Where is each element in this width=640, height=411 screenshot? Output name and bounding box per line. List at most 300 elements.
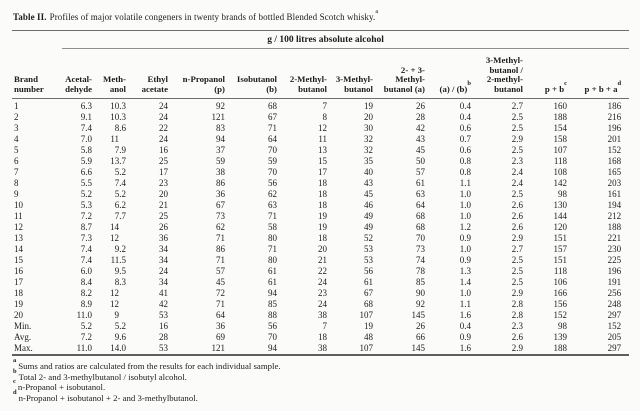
value-cell: 12 [110, 233, 119, 244]
footnote-marker: a [13, 357, 17, 365]
value-cell: 1.1 [459, 178, 471, 189]
value-cell: 38 [318, 310, 327, 321]
value-cell: 2.5 [511, 189, 523, 200]
row-label-cell: 11 [14, 211, 23, 222]
value-cell: 59 [216, 156, 225, 167]
value-cell: 196 [607, 123, 622, 134]
value-cell: 25 [159, 211, 168, 222]
value-cell: 107 [359, 310, 373, 321]
value-cell: 24 [159, 134, 168, 145]
value-cell: 26 [416, 321, 425, 332]
brand-row [12, 222, 629, 233]
value-cell: 73 [216, 211, 225, 222]
value-cell: 32 [364, 134, 373, 145]
value-cell: 7.4 [80, 255, 92, 266]
value-cell: 34 [159, 244, 168, 255]
value-cell: 56 [268, 178, 277, 189]
value-cell: 34 [159, 277, 168, 288]
row-label-cell: 5 [14, 145, 19, 156]
value-cell: 68 [416, 211, 425, 222]
value-cell: 2.9 [479, 343, 531, 355]
value-cell: 230 [607, 244, 622, 255]
brand-row [12, 255, 629, 266]
value-cell: 34 [159, 255, 168, 266]
brand-row [12, 145, 629, 156]
value-cell: 86 [216, 244, 225, 255]
value-cell: 49 [364, 222, 373, 233]
value-cell: 5.2 [114, 167, 126, 178]
value-cell: 53 [159, 310, 168, 321]
value-cell: 53 [364, 255, 373, 266]
brand-row [12, 189, 629, 200]
value-cell: 98 [558, 189, 567, 200]
brand-row [12, 244, 629, 255]
value-cell: 12 [110, 288, 119, 299]
value-cell: 1.4 [459, 277, 471, 288]
value-cell: 1.0 [459, 189, 471, 200]
row-label-cell: 7 [14, 167, 19, 178]
row-label-cell: 19 [14, 299, 23, 310]
value-cell: 71 [216, 255, 225, 266]
value-cell: 56 [364, 266, 373, 277]
value-cell: 7 [322, 101, 327, 112]
footnote: $^d$n-Propanol + isobutanol + 2- and 3-methylbutanol. [13, 388, 198, 403]
value-cell: 161 [607, 189, 622, 200]
value-cell: 165 [607, 167, 622, 178]
value-cell: 1.3 [459, 266, 471, 277]
value-cell: 7.3 [80, 233, 92, 244]
value-cell: 21 [318, 255, 327, 266]
value-cell: 145 [381, 343, 433, 355]
value-cell: 63 [268, 200, 277, 211]
value-cell: 92 [416, 299, 425, 310]
units-span-header: g / 100 litres absolute alcohol [62, 31, 629, 49]
value-cell: 42 [159, 299, 168, 310]
value-cell: 18 [318, 332, 327, 343]
value-cell: 7.0 [80, 134, 92, 145]
value-cell: 2.9 [511, 134, 523, 145]
value-cell: 168 [607, 156, 622, 167]
value-cell: 63 [416, 189, 425, 200]
value-cell: 67 [216, 200, 225, 211]
brand-row [12, 310, 629, 321]
table-caption-text: Profiles of major volatile congeners in twenty brands of bottled Blended Scotch whisky. [49, 12, 376, 22]
column-header: 3-Methyl- butanol / 2-methyl- butanol [479, 49, 531, 99]
span-header-row [12, 31, 629, 49]
value-cell: 25 [159, 156, 168, 167]
summary-row [12, 321, 629, 332]
value-cell: 7.2 [80, 332, 92, 343]
column-header: $p + b^c$ [531, 49, 575, 99]
summary-row [12, 343, 629, 355]
value-cell: 203 [607, 178, 622, 189]
value-cell: 59 [268, 156, 277, 167]
value-cell: 62 [268, 189, 277, 200]
column-header: Meth- anol [100, 49, 134, 99]
value-cell: 5.2 [80, 189, 92, 200]
row-label-cell: 2 [14, 112, 19, 123]
value-cell: 216 [607, 112, 622, 123]
value-cell: 1.0 [459, 211, 471, 222]
row-label-cell: 12 [14, 222, 23, 233]
value-cell: 38 [216, 167, 225, 178]
value-cell: 7.9 [114, 145, 126, 156]
value-cell: 2.9 [511, 288, 523, 299]
value-cell: 118 [553, 156, 567, 167]
value-cell: 37 [216, 145, 225, 156]
value-cell: 8.7 [80, 222, 92, 233]
value-cell: 6.2 [114, 200, 126, 211]
value-cell: 2.5 [511, 145, 523, 156]
footnote-marker: d [13, 388, 17, 396]
value-cell: 11.5 [110, 255, 126, 266]
column-header: Ethyl acetate [134, 49, 176, 99]
row-label-cell: 20 [14, 310, 23, 321]
value-cell: 2.5 [511, 255, 523, 266]
value-cell: 70 [268, 167, 277, 178]
value-cell: 70 [268, 332, 277, 343]
value-cell: 18 [318, 178, 327, 189]
value-cell: 9.5 [114, 266, 126, 277]
value-cell: 0.8 [459, 167, 471, 178]
value-cell: 8.6 [114, 123, 126, 134]
value-cell: 5.9 [80, 156, 92, 167]
value-cell: 30 [364, 123, 373, 134]
value-cell: 9.1 [80, 112, 92, 123]
value-cell: 41 [159, 288, 168, 299]
row-label-cell: 6 [14, 156, 19, 167]
value-cell: 256 [607, 288, 622, 299]
value-cell: 16 [159, 321, 168, 332]
row-label-cell: 3 [14, 123, 19, 134]
value-cell: 0.9 [459, 332, 471, 343]
value-cell: 15 [318, 156, 327, 167]
value-cell: 156 [553, 299, 567, 310]
value-cell: 50 [416, 156, 425, 167]
value-cell: 7.7 [114, 211, 126, 222]
value-cell: 106 [553, 277, 567, 288]
value-cell: 9 [114, 310, 119, 321]
footnote: $^a$Sums and ratios are calculated from the results for each individual sample. [13, 357, 281, 372]
value-cell: 24 [159, 112, 168, 123]
value-cell: 0.9 [459, 255, 471, 266]
value-cell: 2.3 [511, 156, 523, 167]
value-cell: 17 [159, 167, 168, 178]
value-cell: 2.5 [511, 266, 523, 277]
brand-row [12, 233, 629, 244]
value-cell: 94 [233, 343, 285, 355]
value-cell: 8 [322, 112, 327, 123]
value-cell: 88 [268, 310, 277, 321]
column-header: $p + b + a^d$ [575, 49, 629, 99]
value-cell: 12 [110, 299, 119, 310]
value-cell: 19 [318, 222, 327, 233]
value-cell: 160 [553, 101, 567, 112]
value-cell: 194 [607, 200, 622, 211]
row-label-cell: 10 [14, 200, 23, 211]
table-body [12, 99, 629, 356]
value-cell: 2.5 [511, 277, 523, 288]
value-cell: 52 [364, 233, 373, 244]
value-cell: 5.5 [80, 178, 92, 189]
footnote-marker: c [13, 378, 16, 386]
brand-row [12, 299, 629, 310]
value-cell: 205 [607, 332, 622, 343]
row-label-cell: Avg. [14, 332, 32, 343]
value-cell: 24 [159, 266, 168, 277]
value-cell: 152 [607, 145, 622, 156]
value-cell: 85 [268, 299, 277, 310]
summary-row [12, 332, 629, 343]
value-cell: 68 [416, 222, 425, 233]
value-cell: 2.4 [511, 178, 523, 189]
value-cell: 85 [416, 277, 425, 288]
value-cell: 201 [607, 134, 622, 145]
value-cell: 7.4 [114, 178, 126, 189]
value-cell: 139 [553, 332, 567, 343]
value-cell: 142 [553, 178, 567, 189]
value-cell: 20 [159, 189, 168, 200]
value-cell: 19 [364, 321, 373, 332]
value-cell: 7.4 [80, 244, 92, 255]
footnote: $^b$Total 2- and 3-methylbutanol / isobutyl alcohol. [13, 367, 187, 382]
value-cell: 188 [607, 222, 622, 233]
value-cell: 2.4 [511, 167, 523, 178]
value-cell: 32 [364, 145, 373, 156]
value-cell: 1.6 [459, 310, 471, 321]
footnote: $^c$n-Propanol + isobutanol. [13, 378, 106, 393]
value-cell: 19 [318, 211, 327, 222]
value-cell: 0.9 [459, 233, 471, 244]
value-cell: 130 [553, 200, 567, 211]
value-cell: 2.6 [511, 332, 523, 343]
value-cell: 78 [416, 266, 425, 277]
value-cell: 2.6 [511, 222, 523, 233]
value-cell: 24 [318, 299, 327, 310]
value-cell: 1.1 [459, 299, 471, 310]
value-cell: 46 [364, 200, 373, 211]
footnote-marker: b [13, 367, 17, 375]
value-cell: 86 [216, 178, 225, 189]
value-cell: 186 [607, 101, 622, 112]
value-cell: 94 [216, 134, 225, 145]
row-label-cell: Min. [14, 321, 32, 332]
value-cell: 5.2 [114, 189, 126, 200]
value-cell: 18 [318, 200, 327, 211]
value-cell: 5.2 [80, 321, 92, 332]
value-cell: 28 [416, 112, 425, 123]
value-cell: 2.5 [511, 112, 523, 123]
value-cell: 6.0 [80, 266, 92, 277]
row-label-cell: Max. [12, 343, 62, 355]
value-cell: 0.4 [459, 321, 471, 332]
brand-row [12, 266, 629, 277]
row-label-cell: 13 [14, 233, 23, 244]
value-cell: 118 [553, 266, 567, 277]
brand-row [12, 134, 629, 145]
value-cell: 18 [318, 189, 327, 200]
value-cell: 7.2 [80, 211, 92, 222]
value-cell: 70 [416, 233, 425, 244]
value-cell: 1.2 [459, 222, 471, 233]
value-cell: 297 [607, 310, 622, 321]
value-cell: 108 [553, 167, 567, 178]
value-cell: 2.3 [511, 321, 523, 332]
value-cell: 188 [531, 343, 575, 355]
value-cell: 7 [322, 321, 327, 332]
column-header: 3-Methyl- butanol [335, 49, 381, 99]
value-cell: 1.0 [459, 288, 471, 299]
value-cell: 80 [268, 255, 277, 266]
value-cell: 28 [159, 332, 168, 343]
value-cell: 36 [159, 233, 168, 244]
congeners-table [12, 30, 629, 356]
column-header: 2- + 3- Methyl- butanol (a) [381, 49, 433, 99]
value-cell: 8.9 [80, 299, 92, 310]
value-cell: 49 [364, 211, 373, 222]
value-cell: 2.6 [511, 200, 523, 211]
value-cell: 70 [268, 145, 277, 156]
value-cell: 92 [216, 101, 225, 112]
value-cell: 43 [364, 178, 373, 189]
value-cell: 0.4 [459, 101, 471, 112]
value-cell: 13.7 [110, 156, 126, 167]
row-label-cell: 4 [14, 134, 19, 145]
value-cell: 68 [268, 101, 277, 112]
row-label-cell: 18 [14, 288, 23, 299]
brand-row [12, 156, 629, 167]
value-cell: 66 [416, 332, 425, 343]
brand-row [12, 288, 629, 299]
value-cell: 98 [558, 321, 567, 332]
value-cell: 121 [176, 343, 233, 355]
value-cell: 20 [364, 112, 373, 123]
value-cell: 67 [364, 288, 373, 299]
value-cell: 71 [216, 299, 225, 310]
brand-row [12, 211, 629, 222]
value-cell: 121 [211, 112, 225, 123]
value-cell: 8.3 [114, 277, 126, 288]
value-cell: 38 [285, 343, 335, 355]
value-cell: 61 [416, 178, 425, 189]
table-caption [13, 8, 629, 23]
value-cell: 107 [335, 343, 381, 355]
value-cell: 56 [268, 321, 277, 332]
value-cell: 40 [364, 167, 373, 178]
value-cell: 19 [364, 101, 373, 112]
value-cell: 42 [416, 123, 425, 134]
value-cell: 17 [318, 167, 327, 178]
value-cell: 26 [416, 101, 425, 112]
value-cell: 10.3 [110, 112, 126, 123]
row-label-cell: 1 [14, 101, 19, 112]
value-cell: 0.6 [459, 145, 471, 156]
value-cell: 43 [416, 134, 425, 145]
value-cell: 80 [268, 233, 277, 244]
value-cell: 166 [553, 288, 567, 299]
value-cell: 67 [268, 112, 277, 123]
value-cell: 58 [268, 222, 277, 233]
value-cell: 0.7 [459, 134, 471, 145]
value-cell: 196 [607, 266, 622, 277]
value-cell: 22 [318, 266, 327, 277]
value-cell: 61 [364, 277, 373, 288]
value-cell: 225 [607, 255, 622, 266]
value-cell: 35 [364, 156, 373, 167]
value-cell: 48 [364, 332, 373, 343]
value-cell: 57 [216, 266, 225, 277]
value-cell: 221 [607, 233, 622, 244]
brand-row [12, 123, 629, 134]
value-cell: 1.0 [459, 244, 471, 255]
value-cell: 68 [364, 299, 373, 310]
value-cell: 72 [216, 288, 225, 299]
value-cell: 23 [159, 178, 168, 189]
value-cell: 188 [553, 112, 567, 123]
value-cell: 23 [318, 288, 327, 299]
span-header-corner [12, 31, 62, 49]
value-cell: 64 [416, 200, 425, 211]
brand-row [12, 200, 629, 211]
value-cell: 212 [607, 211, 622, 222]
value-cell: 144 [553, 211, 567, 222]
value-cell: 45 [364, 189, 373, 200]
value-cell: 11 [110, 134, 119, 145]
value-cell: 2.5 [511, 123, 523, 134]
value-cell: 120 [553, 222, 567, 233]
value-cell: 24 [159, 101, 168, 112]
value-cell: 11 [318, 134, 327, 145]
value-cell: 71 [216, 233, 225, 244]
value-cell: 158 [553, 134, 567, 145]
value-cell: 8.2 [80, 288, 92, 299]
brand-row [12, 277, 629, 288]
value-cell: 71 [268, 244, 277, 255]
value-cell: 90 [416, 288, 425, 299]
value-cell: 62 [216, 222, 225, 233]
value-cell: 10.3 [110, 101, 126, 112]
value-cell: 107 [553, 145, 567, 156]
value-cell: 297 [575, 343, 629, 355]
value-cell: 151 [553, 233, 567, 244]
value-cell: 152 [607, 321, 622, 332]
value-cell: 16 [159, 145, 168, 156]
value-cell: 9.6 [114, 332, 126, 343]
value-cell: 0.6 [459, 123, 471, 134]
value-cell: 8.4 [80, 277, 92, 288]
value-cell: 0.4 [459, 112, 471, 123]
value-cell: 11.0 [62, 343, 100, 355]
value-cell: 61 [268, 266, 277, 277]
value-cell: 11.0 [76, 310, 92, 321]
value-cell: 45 [416, 145, 425, 156]
value-cell: 36 [216, 321, 225, 332]
row-label-cell: 14 [14, 244, 23, 255]
value-cell: 26 [159, 222, 168, 233]
value-cell: 157 [553, 244, 567, 255]
value-cell: 14.0 [100, 343, 134, 355]
value-cell: 71 [268, 123, 277, 134]
value-cell: 61 [268, 277, 277, 288]
value-cell: 9.2 [114, 244, 126, 255]
value-cell: 18 [318, 233, 327, 244]
value-cell: 20 [318, 244, 327, 255]
value-cell: 6.3 [80, 101, 92, 112]
value-cell: 71 [268, 211, 277, 222]
value-cell: 191 [607, 277, 622, 288]
value-cell: 154 [553, 123, 567, 134]
column-header: $(a) / (b)^b$ [433, 49, 479, 99]
